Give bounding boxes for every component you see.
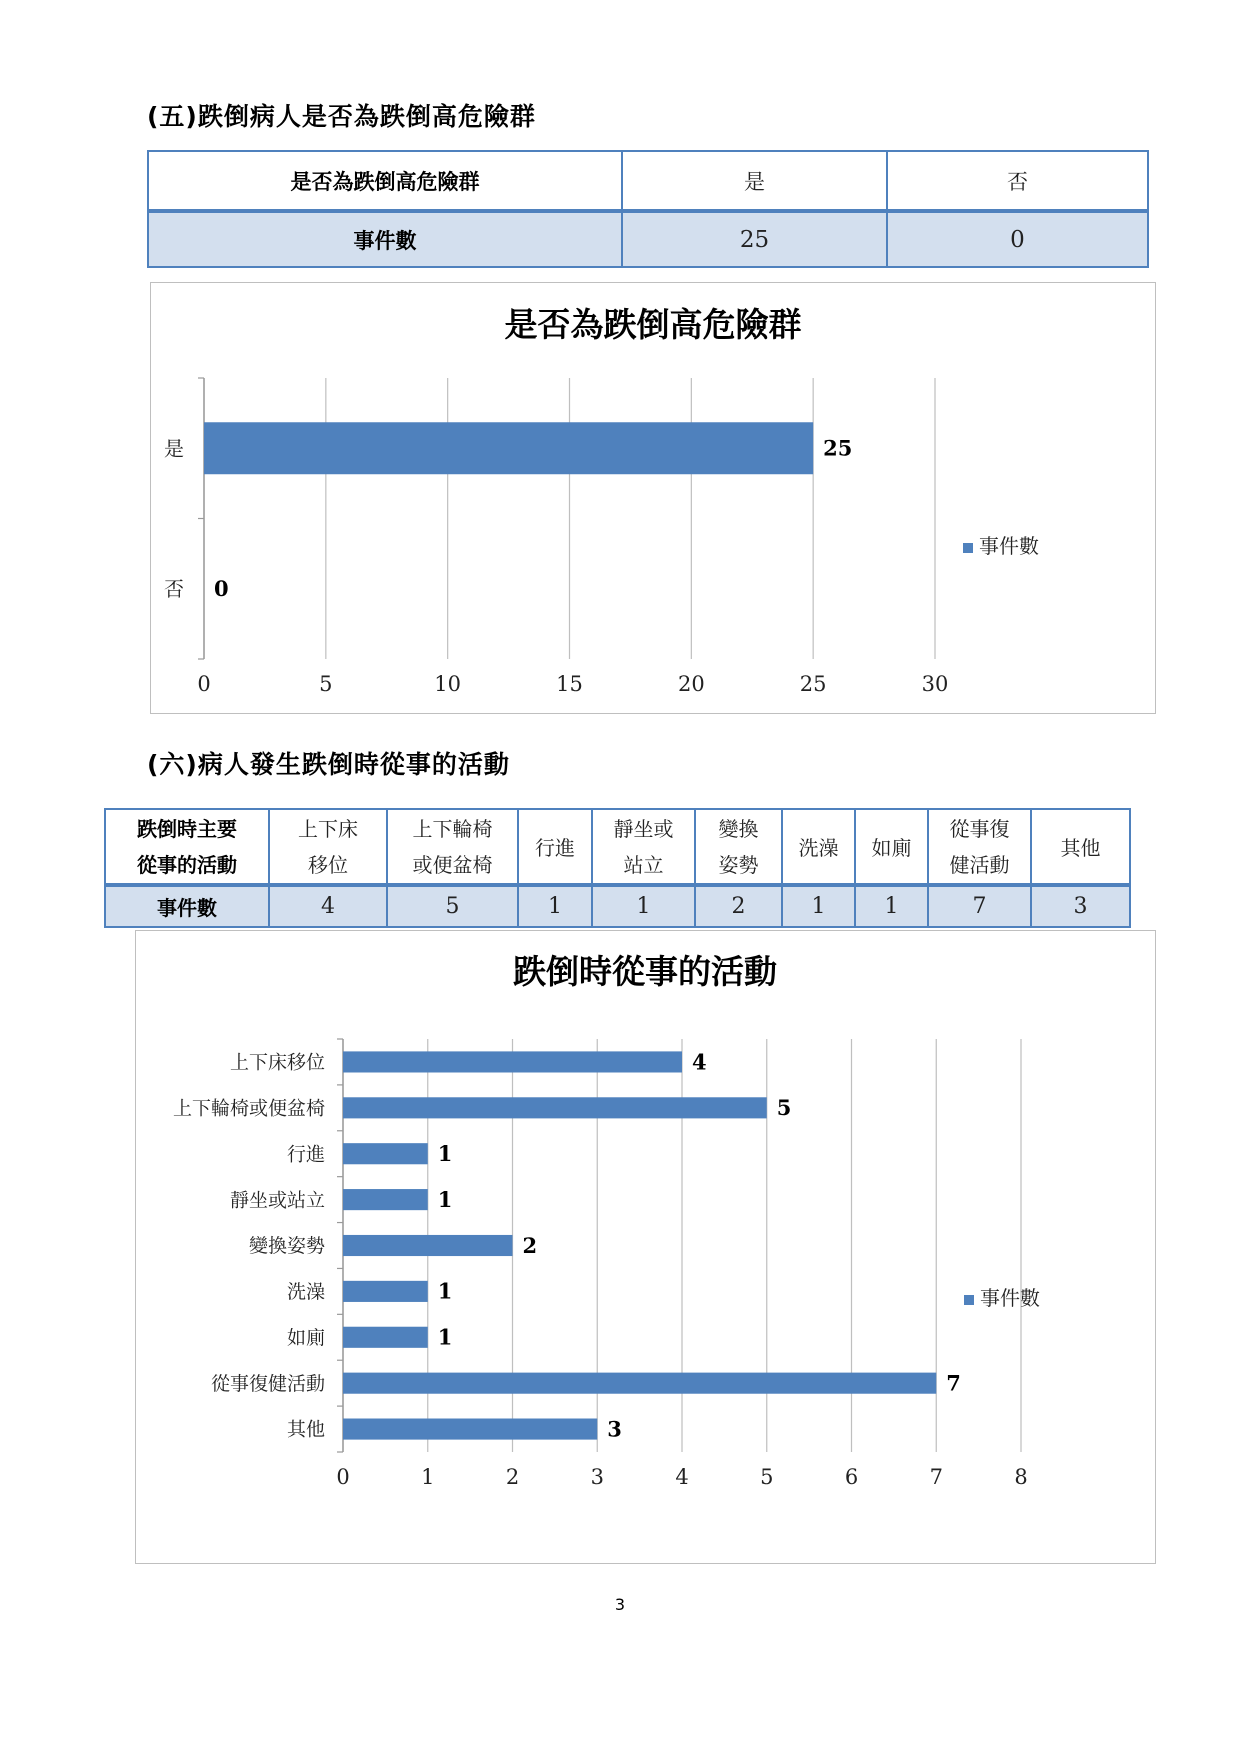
legend-label: 事件數: [980, 1286, 1040, 1310]
activity-header-line1: 跌倒時主要: [137, 816, 237, 841]
x-tick-label: 30: [921, 672, 949, 696]
data-label: 1: [437, 1324, 453, 1350]
activity-col-bed-transfer: [269, 809, 387, 885]
page-number: 3: [614, 1595, 626, 1614]
activity-value: 1: [518, 885, 592, 927]
activity-chart: [135, 930, 1156, 1564]
high-risk-value-yes: 25: [622, 211, 887, 267]
col-line: 站立: [623, 852, 664, 877]
bar: [204, 422, 813, 474]
x-tick-label: 5: [760, 1465, 774, 1489]
col-line: 或便盆椅: [412, 852, 493, 877]
chart-title: 是否為跌倒高危險群: [504, 305, 802, 344]
x-tick-label: 25: [799, 672, 827, 696]
activity-col-posture: [695, 809, 782, 885]
activity-col-rehab: [928, 809, 1031, 885]
high-risk-chart-svg: [151, 283, 1155, 713]
x-tick-label: 5: [319, 672, 333, 696]
col-line: 移位: [308, 852, 348, 877]
data-label: 0: [214, 576, 229, 602]
activity-col-toilet: [855, 809, 928, 885]
x-tick-label: 20: [677, 672, 705, 696]
high-risk-col-yes: 是: [622, 151, 887, 211]
x-tick-label: 7: [929, 1465, 943, 1489]
x-tick-label: 6: [844, 1465, 859, 1489]
col-line: 變換: [718, 816, 759, 841]
col-line: 如廁: [871, 836, 912, 860]
activity-value: 5: [387, 885, 518, 927]
data-label: 5: [776, 1095, 792, 1121]
col-line: 上下輪椅: [412, 816, 493, 841]
data-label: 3: [607, 1416, 622, 1442]
bar: [343, 1327, 428, 1348]
activity-header-label: [105, 809, 269, 885]
chart-title: 跌倒時從事的活動: [513, 952, 777, 991]
activity-table: [104, 808, 1131, 928]
activity-value: 4: [269, 885, 387, 927]
data-label: 1: [437, 1186, 453, 1212]
col-line: 從事復: [949, 816, 1010, 841]
category-label: 靜坐或站立: [229, 1189, 325, 1212]
category-label: 其他: [286, 1418, 325, 1441]
activity-value: 1: [782, 885, 855, 927]
activity-col-walking: [518, 809, 592, 885]
x-tick-label: 10: [434, 672, 462, 696]
activity-value: 1: [592, 885, 695, 927]
col-line: 其他: [1060, 836, 1101, 860]
legend-swatch: [964, 1295, 974, 1305]
high-risk-row-label: 事件數: [148, 211, 622, 267]
activity-value: 2: [695, 885, 782, 927]
activity-header-line2: 從事的活動: [137, 852, 237, 877]
x-tick-label: 4: [675, 1465, 689, 1489]
data-label: 1: [437, 1278, 453, 1304]
data-label: 25: [823, 435, 853, 461]
activity-col-other: [1031, 809, 1130, 885]
col-line: 洗澡: [798, 836, 839, 860]
bar: [343, 1051, 682, 1072]
category-label: 上下輪椅或便盆椅: [172, 1097, 325, 1120]
activity-value: 3: [1031, 885, 1130, 927]
x-tick-label: 8: [1014, 1465, 1028, 1489]
x-tick-label: 3: [590, 1465, 604, 1489]
data-label: 1: [437, 1141, 453, 1167]
category-label: 否: [164, 576, 184, 601]
data-label: 4: [692, 1049, 707, 1075]
legend-swatch: [963, 543, 973, 553]
col-line: 健活動: [949, 852, 1010, 877]
bar: [343, 1189, 428, 1210]
col-line: 靜坐或: [613, 816, 674, 841]
activity-col-wheelchair: [387, 809, 518, 885]
high-risk-table: [147, 150, 1149, 268]
category-label: 從事復健活動: [210, 1372, 325, 1395]
activity-col-bathing: [782, 809, 855, 885]
category-label: 變換姿勢: [248, 1235, 325, 1258]
category-label: 上下床移位: [229, 1051, 325, 1074]
category-label: 行進: [286, 1143, 325, 1166]
activity-value: 1: [855, 885, 928, 927]
activity-col-sitting: [592, 809, 695, 885]
bar: [343, 1373, 936, 1394]
col-line: 行進: [535, 836, 575, 860]
bar: [343, 1281, 428, 1302]
high-risk-chart: [150, 282, 1156, 714]
high-risk-value-no: 0: [887, 211, 1148, 267]
activity-chart-svg: [136, 931, 1155, 1563]
data-label: 7: [946, 1370, 961, 1396]
high-risk-col-no: 否: [887, 151, 1148, 211]
x-tick-label: 1: [421, 1465, 435, 1489]
bar: [343, 1097, 767, 1118]
bar: [343, 1419, 597, 1440]
category-label: 是: [164, 436, 184, 461]
col-line: 姿勢: [718, 852, 759, 877]
col-line: 上下床: [298, 816, 358, 841]
bar: [343, 1235, 513, 1256]
x-tick-label: 0: [197, 672, 211, 696]
legend-label: 事件數: [979, 534, 1039, 558]
x-tick-label: 0: [336, 1465, 350, 1489]
high-risk-header-label: 是否為跌倒高危險群: [148, 151, 622, 211]
section6-heading: (六)病人發生跌倒時從事的活動: [147, 750, 510, 779]
x-tick-label: 15: [556, 672, 583, 696]
x-tick-label: 2: [505, 1465, 520, 1489]
activity-row-label: 事件數: [105, 885, 269, 927]
activity-value: 7: [928, 885, 1031, 927]
section5-heading: (五)跌倒病人是否為跌倒高危險群: [147, 102, 536, 131]
data-label: 2: [522, 1232, 538, 1258]
category-label: 如廁: [286, 1326, 325, 1349]
bar: [343, 1143, 428, 1164]
category-label: 洗澡: [286, 1281, 325, 1304]
